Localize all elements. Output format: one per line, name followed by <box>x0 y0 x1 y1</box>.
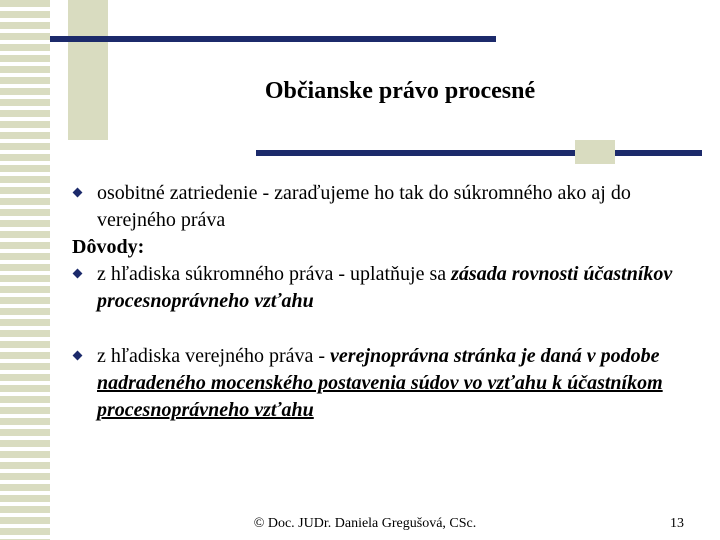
reason-emphasis: verejnoprávna stránka je daná v podobe <box>330 345 660 367</box>
decorative-block-right <box>575 140 615 164</box>
page-number: 13 <box>670 516 684 531</box>
diamond-bullet-icon <box>73 188 83 198</box>
reason-item-private <box>72 261 702 315</box>
reason-prefix: z hľadiska súkromného práva - uplatňuje sa <box>97 263 452 285</box>
bullet-item <box>72 180 702 234</box>
reason-emphasis-underlined: nadradeného mocenského postavenia súdov vo vzťahu k účastníkom procesnoprávneho vzťahu <box>97 372 663 421</box>
title-rule-bottom <box>256 150 702 156</box>
decorative-stripes <box>0 0 50 540</box>
slide-title: Občianske právo procesné <box>264 78 536 104</box>
bullet-text: osobitné zatriedenie - zaraďujeme ho tak do súkromného ako aj do verejného práva <box>97 182 631 231</box>
diamond-bullet-icon <box>73 351 83 361</box>
reason-emphasis: zásada rovnosti účastníkov procesnoprávneho vzťahu <box>97 263 673 312</box>
footer-author: © Doc. JUDr. Daniela Gregušová, CSc. <box>253 516 477 531</box>
reason-prefix: z hľadiska verejného práva - <box>97 345 331 367</box>
reason-item-public <box>72 343 702 424</box>
title-rule-top <box>50 36 496 42</box>
diamond-bullet-icon <box>73 269 83 279</box>
slide-body <box>72 180 702 424</box>
section-label: Dôvody: <box>72 236 145 258</box>
decorative-block-top <box>68 0 108 140</box>
